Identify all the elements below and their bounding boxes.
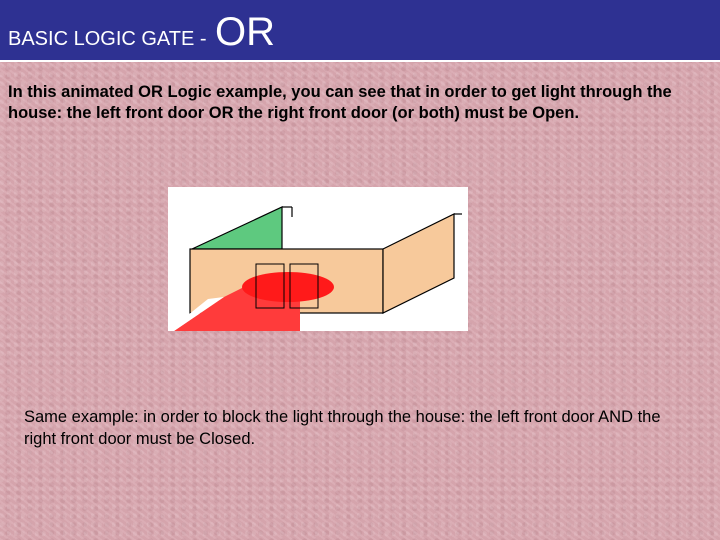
or-gate-house-illustration [168, 187, 468, 331]
page-title [8, 10, 275, 55]
back-wall [192, 207, 282, 249]
house-diagram [168, 187, 468, 331]
side-wall [383, 214, 454, 313]
intro-paragraph: In this animated OR Logic example, you can see that in order to get light through the house: the left front door OR the right front door (or both) must be Open. [8, 83, 672, 122]
title-gate: OR [215, 10, 276, 54]
title-prefix: BASIC LOGIC GATE - [8, 28, 207, 50]
caption-paragraph: Same example: in order to block the light through the house: the left front door AND the right front door must be Closed. [24, 408, 661, 448]
title-bar [0, 0, 720, 62]
